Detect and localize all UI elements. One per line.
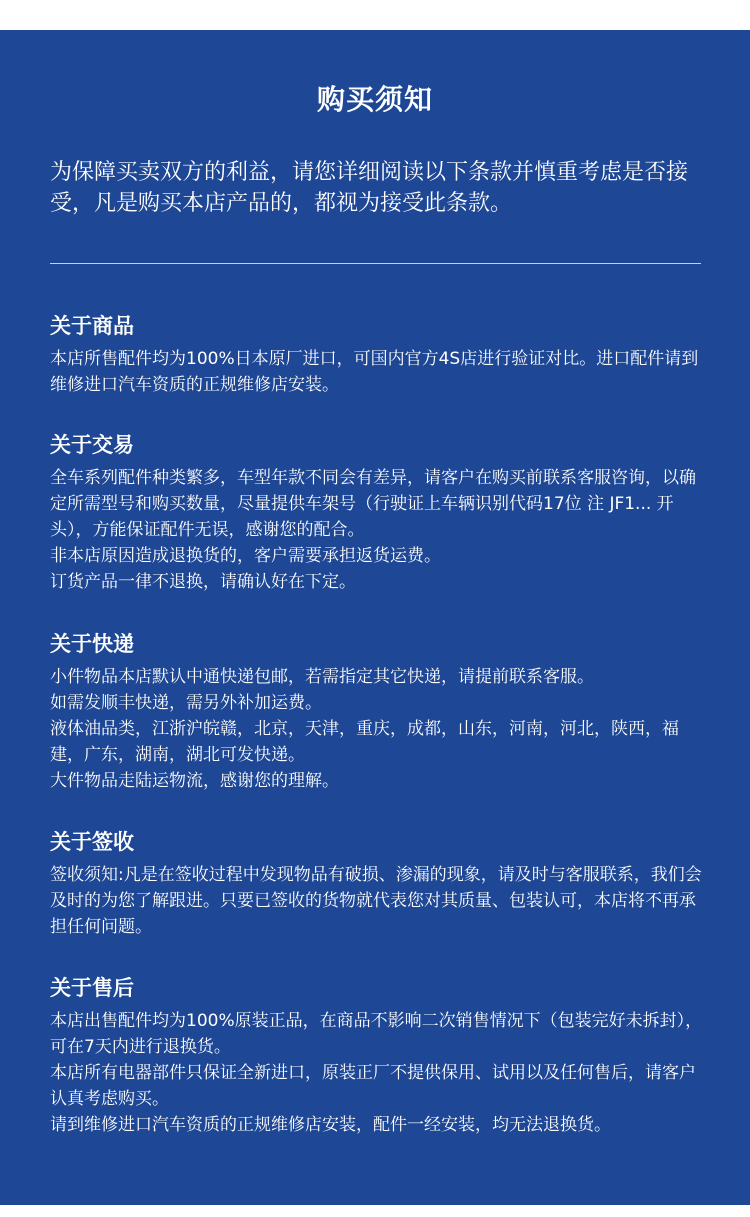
section-shipping bbox=[50, 630, 710, 794]
paragraph: 本店所有电器部件只保证全新进口，原装正厂不提供保用、试用以及任何售后，请客户认真考虑购买。 bbox=[50, 1063, 696, 1109]
section-heading: 关于签收 bbox=[50, 830, 134, 854]
section-body bbox=[50, 346, 710, 398]
paragraph: 如需发顺丰快递，需另外补加运费。 bbox=[50, 693, 322, 713]
paragraph: 签收须知:凡是在签收过程中发现物品有破损、渗漏的现象，请及时与客服联系，我们会及时的为您了解跟进。只要已签收的货物就代表您对其质量、包装认可，本店将不再承担任何问题。 bbox=[50, 865, 702, 937]
page-title: 购买须知 bbox=[316, 83, 433, 116]
section-receipt bbox=[50, 828, 710, 940]
section-products bbox=[50, 312, 710, 398]
top-margin bbox=[0, 0, 750, 30]
bottom-margin bbox=[0, 1205, 750, 1217]
notice-panel bbox=[0, 30, 750, 1205]
section-transaction bbox=[50, 431, 710, 595]
paragraph: 小件物品本店默认中通快递包邮，若需指定其它快递，请提前联系客服。 bbox=[50, 667, 594, 687]
section-after-sales bbox=[50, 974, 710, 1138]
paragraph: 订货产品一律不退换，请确认好在下定。 bbox=[50, 572, 356, 592]
section-body bbox=[50, 862, 710, 940]
paragraph: 非本店原因造成退换货的，客户需要承担返货运费。 bbox=[50, 546, 441, 566]
paragraph: 大件物品走陆运物流，感谢您的理解。 bbox=[50, 771, 339, 791]
section-body bbox=[50, 1008, 710, 1138]
intro-text: 为保障买卖双方的利益，请您详细阅读以下条款并慎重考虑是否接受，凡是购买本店产品的，都视为接受此条款。 bbox=[50, 160, 689, 216]
section-heading: 关于商品 bbox=[50, 314, 134, 338]
paragraph: 全车系列配件种类繁多，车型年款不同会有差异，请客户在购买前联系客服咨询，以确定所需型号和购买数量，尽量提供车架号（行驶证上车辆识别代码17位 注 JF1... 开头），方能保证配件无误，感谢您的配合。 bbox=[50, 468, 696, 540]
paragraph: 本店所售配件均为100%日本原厂进口，可国内官方4S店进行验证对比。进口配件请到维修进口汽车资质的正规维修店安装。 bbox=[50, 349, 699, 395]
section-heading: 关于快递 bbox=[50, 632, 134, 656]
section-body bbox=[50, 465, 710, 595]
paragraph: 请到维修进口汽车资质的正规维修店安装，配件一经安装，均无法退换货。 bbox=[50, 1115, 611, 1135]
section-body bbox=[50, 664, 710, 794]
section-heading: 关于交易 bbox=[50, 433, 134, 457]
paragraph: 液体油品类，江浙沪皖赣，北京，天津，重庆，成都，山东，河南，河北，陕西，福建，广东，湖南，湖北可发快递。 bbox=[50, 719, 679, 765]
section-heading: 关于售后 bbox=[50, 976, 134, 1000]
divider bbox=[50, 263, 701, 264]
paragraph: 本店出售配件均为100%原装正品，在商品不影响二次销售情况下（包装完好未拆封），可在7天内进行退换货。 bbox=[50, 1011, 703, 1057]
